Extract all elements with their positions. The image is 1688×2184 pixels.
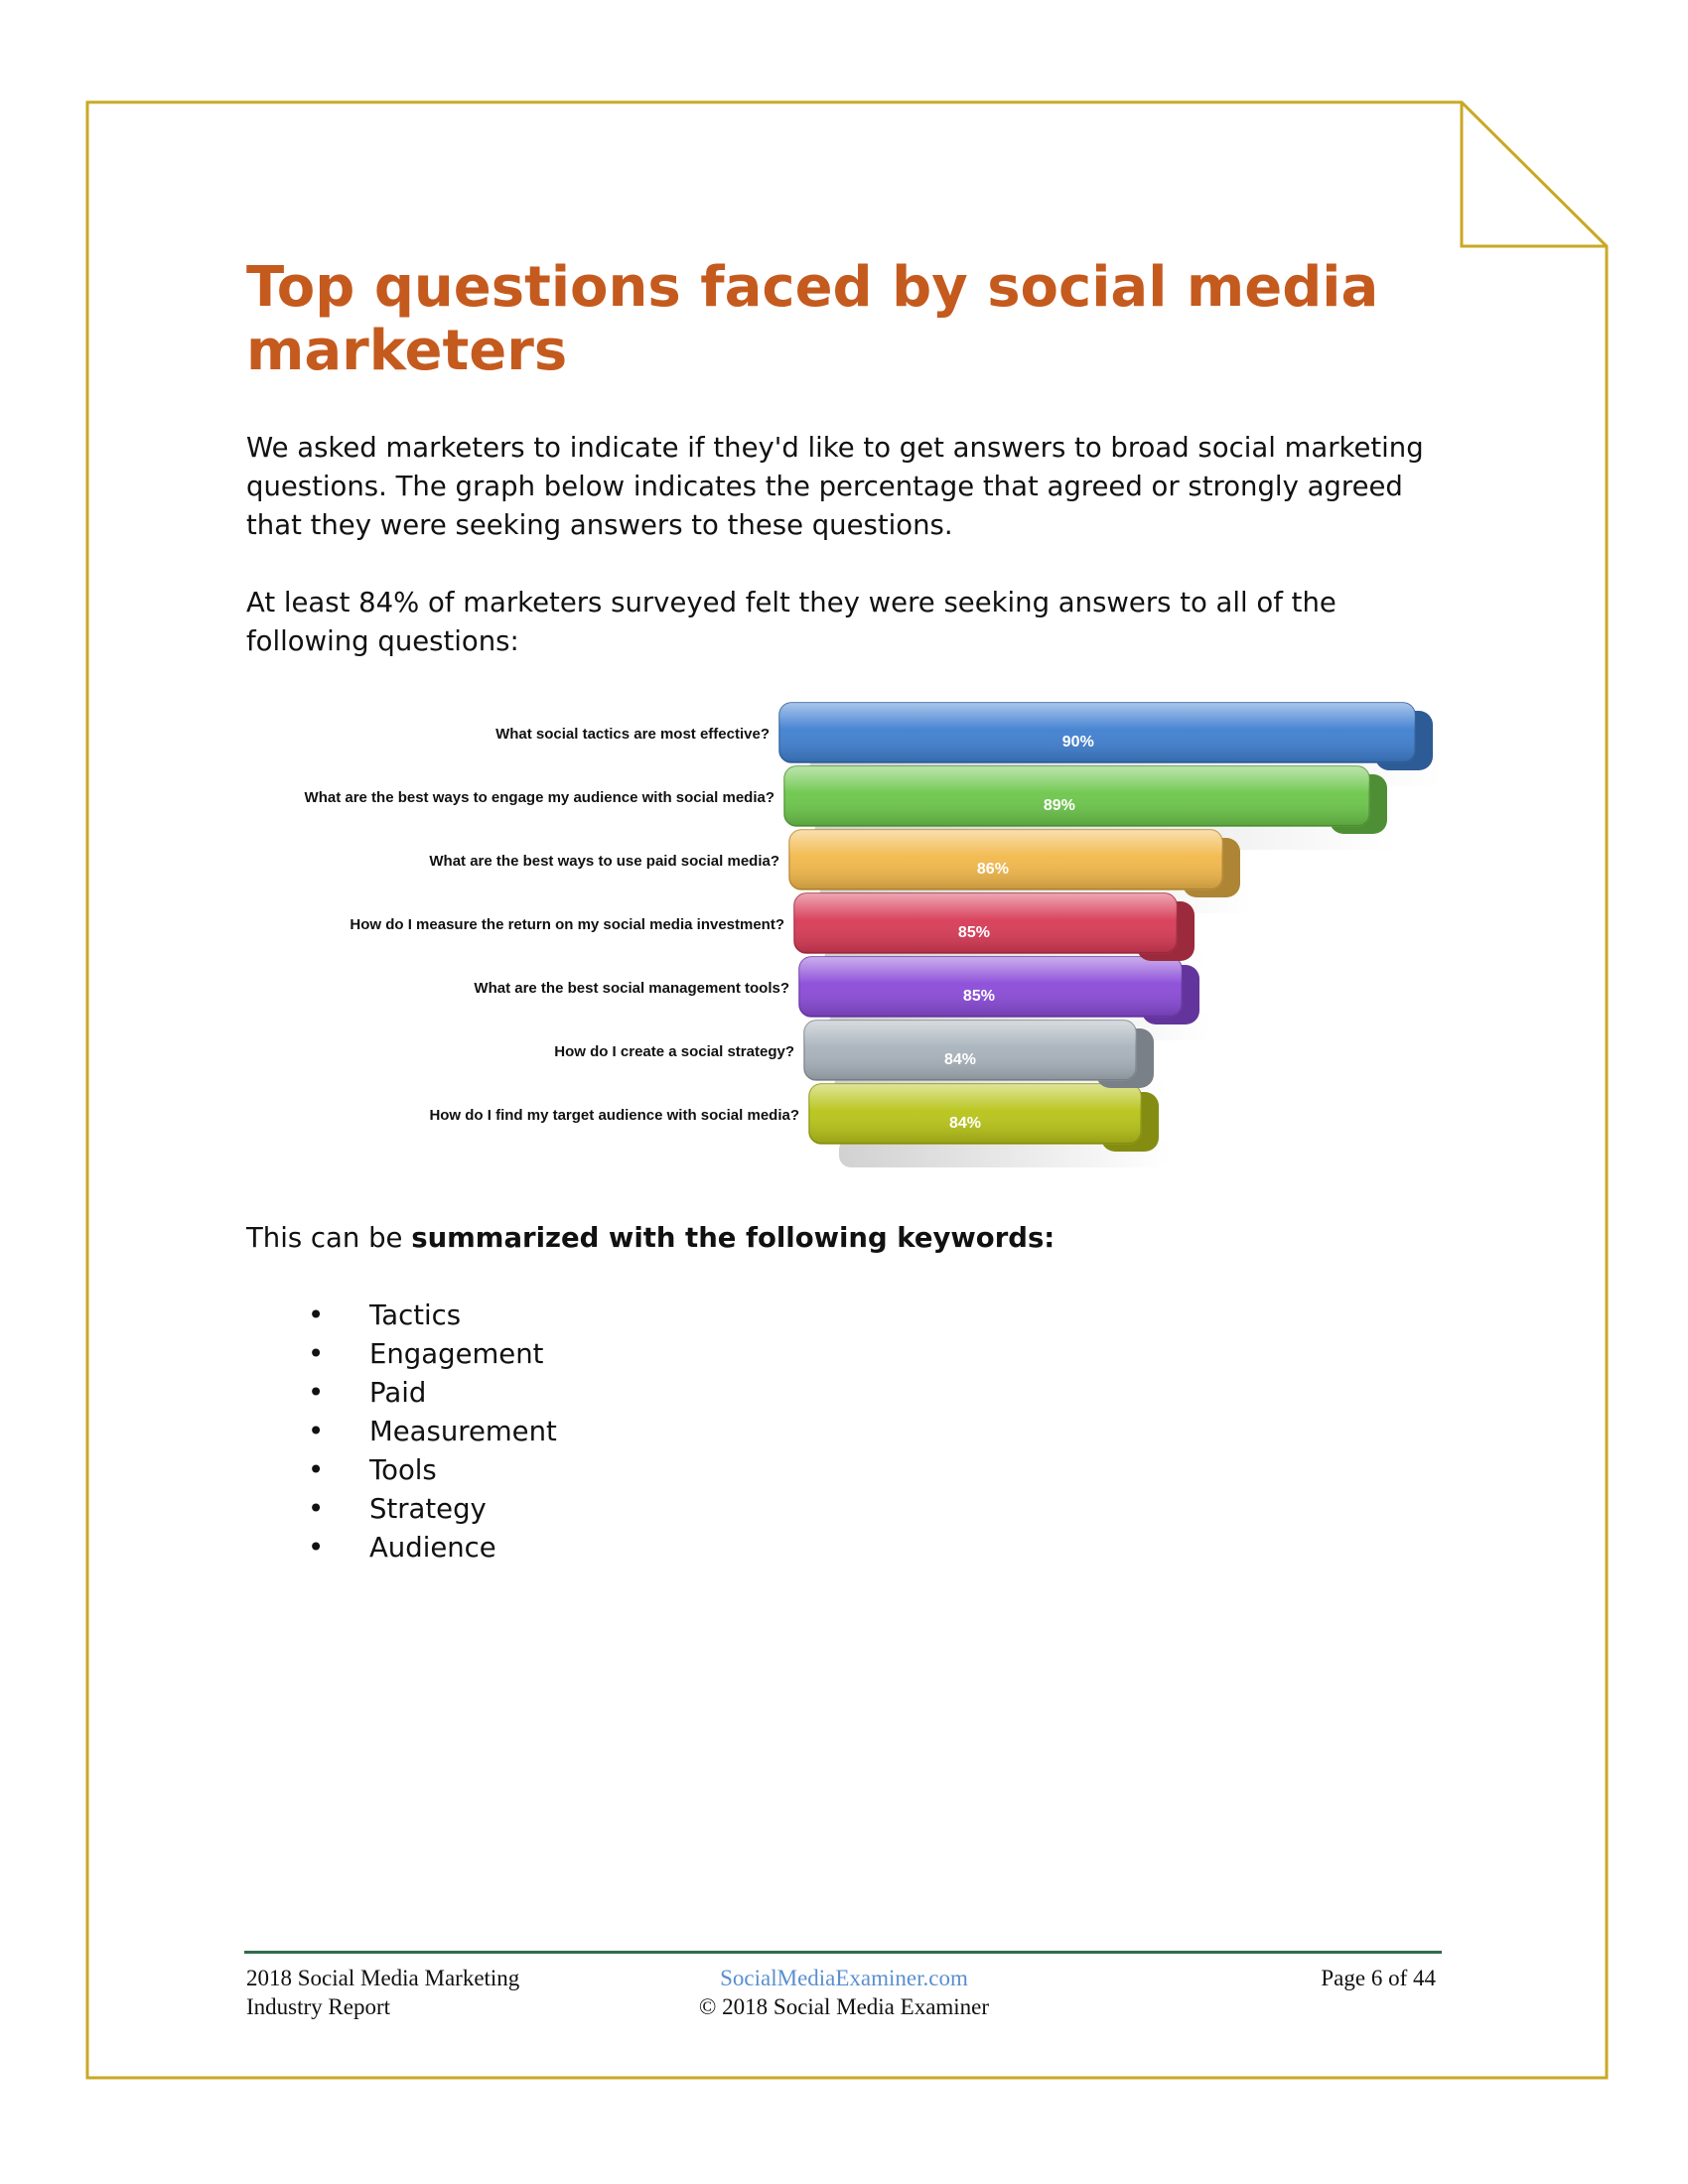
keyword-list: [246, 1297, 557, 1568]
footer-page-number: Page 6 of 44: [1321, 1966, 1436, 1990]
bar-data-label: 84%: [948, 1115, 981, 1132]
bar-highlight: [809, 1084, 1141, 1144]
bar-data-label: 86%: [976, 861, 1009, 878]
questions-chart-svg: [238, 695, 1450, 1191]
category-label: What are the best ways to use paid social media?: [429, 853, 779, 870]
bullet: •: [308, 1454, 325, 1486]
bar-highlight: [789, 830, 1222, 889]
intro-paragraph: We asked marketers to indicate if they'd like to get answers to broad social marketing questions. The graph below indicates the percentage that agreed or strongly agreed that they were seeking answers to these questions.: [246, 432, 1424, 541]
keyword-text: Audience: [369, 1532, 496, 1564]
category-label: How do I find my target audience with social media?: [429, 1107, 799, 1124]
bar-data-label: 85%: [957, 924, 990, 941]
bullet: •: [308, 1416, 325, 1447]
keyword-text: Tools: [369, 1454, 437, 1486]
footer-copyright: © 2018 Social Media Examiner: [698, 1994, 990, 2019]
footer-rule: [244, 1951, 1442, 1954]
footer-report-line2: Industry Report: [246, 1994, 391, 2019]
keyword-text: Engagement: [369, 1338, 544, 1370]
page-title: Top questions faced by social media marketers: [246, 255, 1379, 383]
bar-data-label: 85%: [962, 988, 995, 1005]
bar-data-label: 90%: [1061, 734, 1094, 751]
category-label: What are the best social management tools?: [474, 980, 789, 997]
list-item: [246, 1413, 557, 1451]
bar-highlight: [794, 893, 1177, 953]
bar-highlight: [784, 766, 1369, 826]
footer-report-line1: 2018 Social Media Marketing: [246, 1966, 520, 1990]
list-item: [246, 1529, 557, 1568]
footer-center: [685, 1964, 1003, 2021]
questions-chart: [238, 695, 1450, 1191]
bullet: •: [308, 1299, 325, 1331]
summary-bold: summarized with the following keywords:: [411, 1222, 1055, 1254]
list-item: [246, 1451, 557, 1490]
bar-data-label: 84%: [943, 1051, 976, 1068]
list-item: [246, 1490, 557, 1529]
bullet: •: [308, 1338, 325, 1370]
bar-highlight: [799, 957, 1182, 1017]
bar-highlight: [779, 703, 1415, 762]
summary-line: [246, 1219, 1055, 1258]
bullet: •: [308, 1532, 325, 1564]
bullet: •: [308, 1493, 325, 1525]
category-label: How do I measure the return on my social media investment?: [350, 916, 784, 933]
category-label: How do I create a social strategy?: [554, 1043, 794, 1060]
list-item: [246, 1297, 557, 1335]
footer-website-link[interactable]: SocialMediaExaminer.com: [720, 1966, 968, 1990]
bullet: •: [308, 1377, 325, 1409]
category-label: What social tactics are most effective?: [495, 726, 770, 743]
category-label: What are the best ways to engage my audience with social media?: [304, 789, 774, 806]
keyword-text: Measurement: [369, 1416, 557, 1447]
bar-data-label: 89%: [1043, 797, 1075, 814]
bar-highlight: [804, 1021, 1136, 1080]
summary-prefix: This can be: [246, 1222, 412, 1254]
keyword-text: Strategy: [369, 1493, 487, 1525]
footer-report-name: [246, 1964, 519, 2021]
keyword-text: Paid: [369, 1377, 427, 1409]
finding-paragraph: At least 84% of marketers surveyed felt they were seeking answers to all of the following questions:: [246, 587, 1336, 657]
keyword-text: Tactics: [369, 1299, 462, 1331]
list-item: [246, 1374, 557, 1413]
list-item: [246, 1335, 557, 1374]
